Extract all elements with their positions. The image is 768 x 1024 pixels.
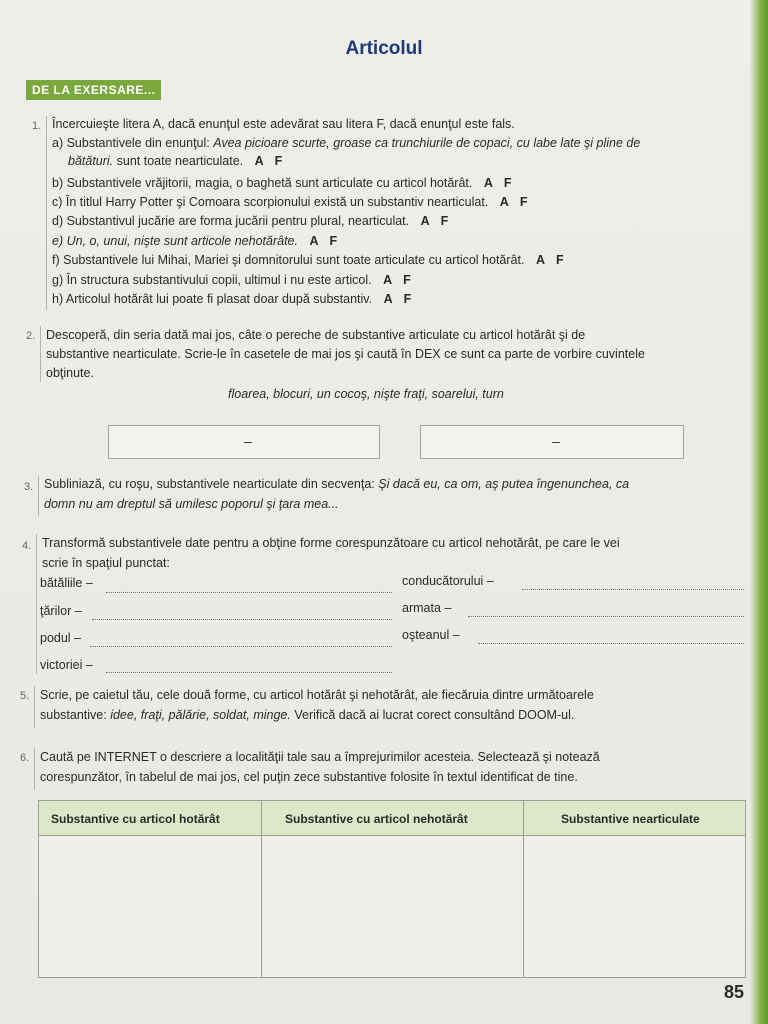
af-choice-a[interactable]: A F bbox=[254, 154, 283, 168]
exercise-4-bar bbox=[36, 534, 37, 674]
exercise-2-line-2: substantive nearticulate. Scrie-le în casetele de mai jos şi caută în DEX ce sunt ca parte de vorbire cuvintele bbox=[46, 347, 645, 361]
exercise-5-number: 5. bbox=[20, 690, 30, 702]
exercise-1-item-c bbox=[52, 195, 527, 209]
item-b-text: b) Substantivele vrăjitorii, magia, o baghetă sunt articulate cu articol hotărât. bbox=[52, 176, 473, 190]
exercise-1-number: 1. bbox=[32, 120, 42, 132]
fill-line[interactable] bbox=[92, 618, 392, 620]
exercise-5-bar bbox=[34, 686, 35, 728]
table-header-cell: Substantive nearticulate bbox=[561, 812, 700, 826]
fill-line[interactable] bbox=[522, 588, 744, 590]
exercise-1-item-f bbox=[52, 253, 564, 267]
af-choice-c[interactable]: A F bbox=[499, 195, 528, 209]
exercise-1-item-e bbox=[52, 234, 337, 248]
exercise-3-number: 3. bbox=[24, 481, 34, 493]
exercise-3-line-1 bbox=[44, 477, 629, 491]
af-choice-b[interactable]: A F bbox=[483, 176, 512, 190]
word-list-text: floarea, blocuri, un cocoş, nişte fraţi, soarelui, turn bbox=[228, 387, 504, 401]
exercise-5-line-2 bbox=[40, 708, 574, 722]
exercise-2-number: 2. bbox=[26, 330, 36, 342]
item-e-text: e) Un, o, unui, nişte sunt articole nehotărâte. bbox=[52, 234, 298, 248]
af-choice-e[interactable]: A F bbox=[309, 234, 338, 248]
exercise-6-line-2: corespunzător, în tabelul de mai jos, cel puţin zece substantive folosite în textul identificat de tine. bbox=[40, 770, 578, 784]
item-a-quote: Avea picioare scurte, groase ca trunchiurile de copaci, cu labe late şi pline de bbox=[213, 136, 641, 150]
exercise-3-quote-1: Şi dacă eu, ca om, aş putea îngenunchea, ca bbox=[378, 477, 630, 491]
exercise-5-line-1: Scrie, pe caietul tău, cele două forme, cu articol hotărât şi nehotărât, ale fiecăruia dintre următoarele bbox=[40, 688, 594, 702]
exercise-2-bar bbox=[40, 326, 41, 382]
exercise-6-number: 6. bbox=[20, 752, 30, 764]
fill-line[interactable] bbox=[478, 642, 744, 644]
item-h-text: h) Articolul hotărât lui poate fi plasat doar după substantiv. bbox=[52, 292, 373, 306]
exercise-6-line-1: Caută pe INTERNET o descriere a localităţii tale sau a împrejurimilor acesteia. Selectează şi notează bbox=[40, 750, 600, 764]
page-edge-decoration bbox=[750, 0, 768, 1024]
exercise-1-item-g bbox=[52, 273, 411, 287]
fill-line[interactable] bbox=[90, 645, 392, 647]
exercise-1-item-h bbox=[52, 292, 411, 306]
table-header-cell: Substantive cu articol hotărât bbox=[51, 812, 220, 826]
item-d-text: d) Substantivul jucărie are forma jucării pentru plural, nearticulat. bbox=[52, 214, 410, 228]
af-choice-g[interactable]: A F bbox=[383, 273, 411, 287]
af-choice-f[interactable]: A F bbox=[535, 253, 564, 267]
exercise-4-line-2: scrie în spaţiul punctat: bbox=[42, 556, 170, 570]
fill-item-label: victoriei – bbox=[40, 658, 93, 672]
fill-item-label: ţărilor – bbox=[40, 604, 82, 618]
fill-item-label: bătăliile – bbox=[40, 576, 93, 590]
item-a-prefix: a) Substantivele din enunţul: bbox=[52, 136, 210, 150]
exercise-1-item-a bbox=[52, 136, 640, 150]
exercise-6-bar bbox=[34, 748, 35, 790]
answer-table bbox=[38, 800, 746, 978]
answer-box-right-dash: – bbox=[552, 433, 560, 449]
table-header-cell: Substantive cu articol nehotărât bbox=[285, 812, 468, 826]
item-c-text: c) În titlul Harry Potter şi Comoara scorpionului există un substantiv nearticulat. bbox=[52, 195, 489, 209]
exercise-1-item-a-cont bbox=[68, 154, 282, 168]
table-cell-nearticulate[interactable] bbox=[524, 835, 745, 977]
exercise-3-instruction: Subliniază, cu roşu, substantivele nearticulate din secvenţa: bbox=[44, 477, 375, 491]
page-title: Articolul bbox=[345, 38, 423, 59]
fill-line[interactable] bbox=[106, 671, 392, 673]
af-choice-d[interactable]: A F bbox=[420, 214, 449, 228]
exercise-3-bar bbox=[38, 476, 39, 516]
exercise-4-number: 4. bbox=[22, 540, 32, 552]
section-tag: DE LA EXERSARE... bbox=[26, 80, 161, 100]
exercise-5-lead: substantive: bbox=[40, 708, 107, 722]
page-number: 85 bbox=[723, 982, 744, 1002]
exercise-5-words: idee, fraţi, pălărie, soldat, minge. bbox=[110, 708, 291, 722]
item-a-suffix: sunt toate nearticulate. bbox=[116, 154, 244, 168]
fill-line[interactable] bbox=[468, 615, 744, 617]
exercise-3-line-2 bbox=[44, 497, 339, 511]
item-a-quote-cont: bătături. bbox=[68, 154, 114, 168]
exercise-1-bar bbox=[46, 116, 47, 310]
exercise-4-line-1: Transformă substantivele date pentru a obţine forme corespunzătoare cu articol nehotărât, pe care le vei bbox=[42, 536, 620, 550]
item-f-text: f) Substantivele lui Mihai, Mariei şi domnitorului sunt toate articulate cu articol hotărât. bbox=[52, 253, 525, 267]
exercise-1-item-b bbox=[52, 176, 512, 190]
af-choice-h[interactable]: A F bbox=[383, 292, 412, 306]
answer-box-right[interactable] bbox=[420, 425, 684, 459]
exercise-3-quote-2: domn nu am dreptul să umilesc poporul şi ţara mea... bbox=[44, 497, 339, 511]
fill-item-label: armata – bbox=[402, 601, 452, 615]
item-g-text: g) În structura substantivului copii, ultimul i nu este articol. bbox=[52, 273, 372, 287]
table-cell-nehotarat[interactable] bbox=[262, 835, 523, 977]
answer-box-left-dash: – bbox=[244, 433, 252, 449]
fill-line[interactable] bbox=[106, 591, 392, 593]
table-cell-hotarat[interactable] bbox=[39, 835, 261, 977]
exercise-1-prompt: Încercuieşte litera A, dacă enunţul este adevărat sau litera F, dacă enunţul este fals. bbox=[52, 117, 515, 131]
fill-item-label: podul – bbox=[40, 631, 82, 645]
fill-item-label: oşteanul – bbox=[402, 628, 460, 642]
exercise-1-item-d bbox=[52, 214, 448, 228]
fill-item-label: conducătorului – bbox=[402, 574, 494, 588]
answer-box-left[interactable] bbox=[108, 425, 380, 459]
exercise-2-line-1: Descoperă, din seria dată mai jos, câte o pereche de substantive articulate cu articol hotărât şi de bbox=[46, 328, 586, 342]
table-header bbox=[39, 801, 745, 836]
exercise-2-line-3: obţinute. bbox=[46, 366, 94, 380]
exercise-2-word-list bbox=[228, 387, 504, 401]
exercise-5-check: Verifică dacă ai lucrat corect consultând DOOM-ul. bbox=[294, 708, 575, 722]
